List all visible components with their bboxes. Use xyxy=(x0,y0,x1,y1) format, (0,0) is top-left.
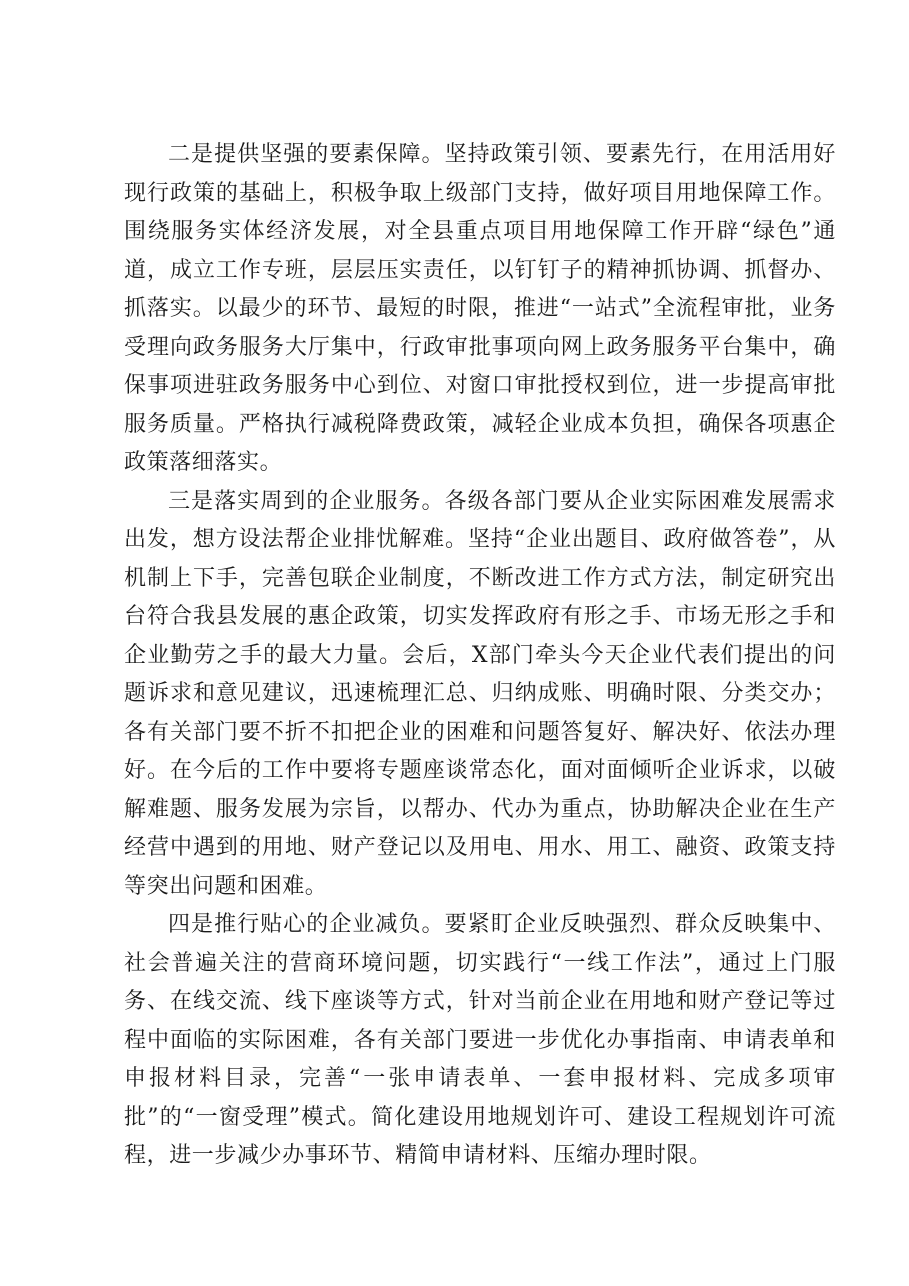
paragraph-enterprise-service: 三是落实周到的企业服务。各级各部门要从企业实际困难发展需求出发，想方设法帮企业排忧解难。坚持“企业出题目、政府做答卷”，从机制上下手，完善包联企业制度，不断改进工作方式方法，制定研究出台符合我县发展的惠企政策，切实发挥政府有形之手、市场无形之手和企业勤劳之手的最大力量。会后，X部门牵头今天企业代表们提出的问题诉求和意见建议，迅速梳理汇总、归纳成账、明确时限、分类交办；各有关部门要不折不扣把企业的困难和问题答复好、解决好、依法办理好。在今后的工作中要将专题座谈常态化，面对面倾听企业诉求，以破解难题、服务发展为宗旨，以帮办、代办为重点，协助解决企业在生产经营中遇到的用地、财产登记以及用电、用水、用工、融资、政策支持等突出问题和困难。 xyxy=(124,488,836,899)
paragraph-element-guarantee: 二是提供坚强的要素保障。坚持政策引领、要素先行，在用活用好现行政策的基础上，积极争取上级部门支持，做好项目用地保障工作。围绕服务实体经济发展，对全县重点项目用地保障工作开辟“绿色”通道，成立工作专班，层层压实责任，以钉钉子的精神抓协调、抓督办、抓落实。以最少的环节、最短的时限，推进“一站式”全流程审批，业务受理向政务服务大厅集中，行政审批事项向网上政务服务平台集中，确保事项进驻政务服务中心到位、对窗口审批授权到位，进一步提高审批服务质量。严格执行减税降费政策，减轻企业成本负担，确保各项惠企政策落细落实。 xyxy=(124,142,836,475)
paragraph-burden-reduction: 四是推行贴心的企业减负。要紧盯企业反映强烈、群众反映集中、社会普遍关注的营商环境问题，切实践行“一线工作法”，通过上门服务、在线交流、线下座谈等方式，针对当前企业在用地和财产登记等过程中面临的实际困难，各有关部门要进一步优化办事指南、申请表单和申报材料目录，完善“一张申请表单、一套申报材料、完成多项审批”的“一窗受理”模式。简化建设用地规划许可、建设工程规划许可流程，进一步减少办事环节、精简申请材料、压缩办理时限。 xyxy=(124,912,836,1168)
document-body xyxy=(124,136,836,1176)
